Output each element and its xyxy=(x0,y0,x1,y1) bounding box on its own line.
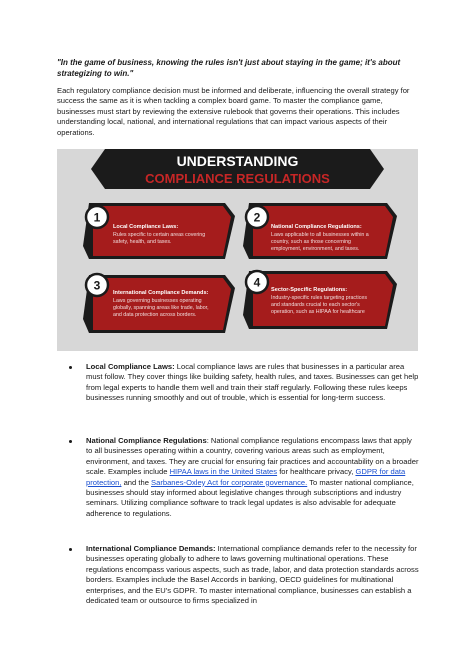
gdpr-link[interactable]: GDPR for data protection, xyxy=(86,467,406,487)
bullet-text xyxy=(86,544,420,606)
bullet-text xyxy=(86,362,420,404)
card-national-compliance xyxy=(243,203,397,259)
bullet-heading: Local Compliance Laws: xyxy=(86,362,175,371)
compliance-infographic xyxy=(57,149,418,351)
bullet-body: Local compliance laws are rules that businesses in a particular area must follow. They cover things like building safety, health rules, and taxes. Businesses can get help from legal experts to handle them well and train their staff regularly. Following these rules keeps businesses running smoothly and out of trouble, which is essential for long-term success. xyxy=(86,362,419,403)
bullet-dot xyxy=(69,366,72,369)
bullet-heading: International Compliance Demands: xyxy=(86,544,216,553)
bullet-heading: National Compliance Regulations xyxy=(86,436,207,445)
bullet-body: for healthcare privacy, xyxy=(277,467,356,477)
bullet-dot xyxy=(69,548,72,551)
card-line: and data protection across borders. xyxy=(113,312,197,318)
card-line: operation, such as HIPAA for healthcare xyxy=(271,309,365,315)
card-number: 4 xyxy=(253,275,261,290)
intro-paragraph: Each regulatory compliance decision must be informed and deliberate, influencing the overall strategy for success the same as it is when tackling a complex board game. To master the compliance game, businesses must start by reviewing the extensive rulebook that governs their operations. This includes understanding local, national, and international regulations that can impact various aspects of their operations. xyxy=(57,86,410,137)
opening-quote: "In the game of business, knowing the rules isn't just about staying in the game; it's about strategizing to win." xyxy=(57,58,401,78)
card-line: Laws governing businesses operating xyxy=(113,298,202,304)
bullet-body: : National compliance regulations encompass laws that apply to all businesses operating within a country, covering various areas such as employment, environment, and taxes. They are crucial for ensuring fair practices and accountability on a broader scale. Examples include xyxy=(86,436,419,477)
bullet-body: International compliance demands refer to the necessity for businesses operating globally to adhere to laws governing multinational operations. These regulations encompass various aspects, such as trade, labor, and data protection standards across borders. Examples include the Basel Accords in banking, OECD guidelines for multinational enterprises, and the EU's GDPR. To master international compliance, businesses can establish a dedicated team or outsource to firms specialized in xyxy=(86,544,419,606)
card-line: globally, spanning areas like trade, labor, xyxy=(113,305,209,311)
card-heading: International Compliance Demands: xyxy=(113,290,209,296)
card-line: country, such as those concerning xyxy=(271,239,351,245)
bullet-body: and the xyxy=(121,477,152,487)
sarbanes-oxley-link[interactable]: Sarbanes-Oxley Act for corporate governance. xyxy=(151,477,308,487)
card-heading: National Compliance Regulations: xyxy=(271,224,362,230)
card-heading: Local Compliance Laws: xyxy=(113,224,179,230)
card-line: and standards crucial to each sector's xyxy=(271,302,360,308)
card-line: Industry-specific rules targeting practices xyxy=(271,295,367,301)
card-number: 3 xyxy=(93,278,101,293)
infographic-title-line2: COMPLIANCE REGULATIONS xyxy=(145,171,330,186)
bullet-text xyxy=(86,436,420,519)
card-number: 2 xyxy=(253,210,261,225)
card-heading: Sector-Specific Regulations: xyxy=(271,287,348,293)
card-number: 1 xyxy=(93,210,101,225)
hipaa-link[interactable]: HIPAA laws in the United States xyxy=(169,467,278,477)
card-line: Rules specific to certain areas covering xyxy=(113,232,206,238)
card-international-compliance xyxy=(83,274,235,333)
card-line: employment, environment, and taxes. xyxy=(271,246,360,252)
infographic-title-line1: UNDERSTANDING xyxy=(176,153,299,169)
card-sector-specific xyxy=(243,271,397,329)
card-local-compliance xyxy=(83,203,235,259)
card-line: Laws applicable to all businesses within a xyxy=(271,232,369,238)
bullet-dot xyxy=(69,440,72,443)
bullet-body: To master national compliance, businesses should stay informed about legislative changes through subscriptions and industry seminars. Utilizing compliance software to track legal updates is also advisable for adequate adherence to regulations. xyxy=(86,477,414,518)
card-line: safety, health, and taxes. xyxy=(113,239,172,245)
